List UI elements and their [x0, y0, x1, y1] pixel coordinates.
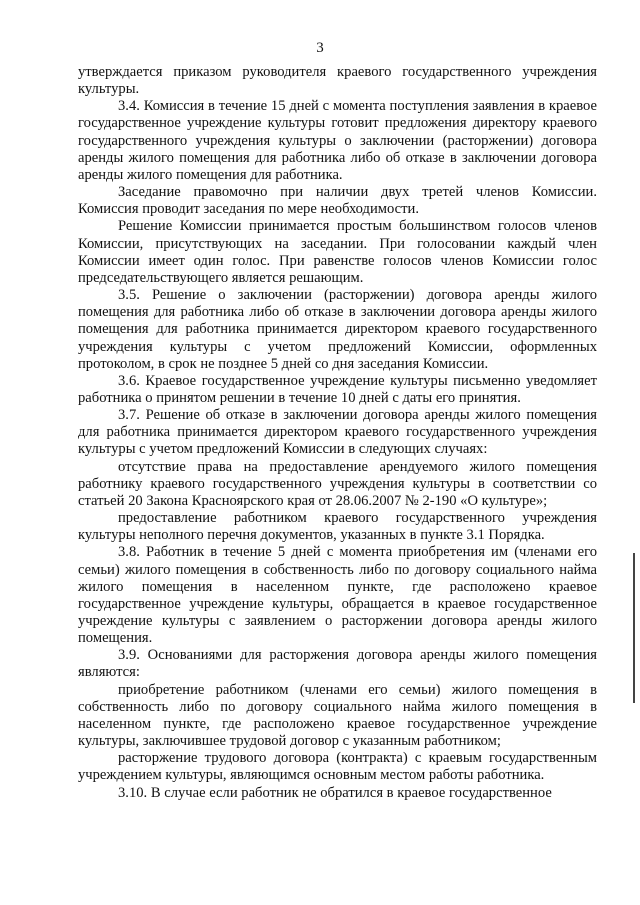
scan-edge-mark	[633, 553, 635, 703]
paragraph-3-9: 3.9. Основаниями для расторжения договора аренды жилого помещения являются:	[78, 647, 597, 681]
paragraph-refusal-reason-1: отсутствие права на предоставление арендуемого жилого помещения работнику краевого государственного учреждения культуры в соответствии со статьей 20 Закона Красноярского края от 28.06.2007 № 2-190 «О культуре»;	[78, 458, 597, 509]
paragraph-voting: Решение Комиссии принимается простым большинством голосов членов Комиссии, присутствующих на заседании. При голосовании каждый член Комиссии имеет один голос. При равенстве голосов членов Комиссии голос председательствующего является решающим.	[78, 218, 597, 286]
paragraph-3-7: 3.7. Решение об отказе в заключении договора аренды жилого помещения для работника принимается директором краевого государственного учреждения культуры с учетом предложений Комиссии в следующих случаях:	[78, 407, 597, 458]
paragraph-3-5: 3.5. Решение о заключении (расторжении) договора аренды жилого помещения для работника либо об отказе в заключении договора аренды жилого помещения для работника принимается директором краевого государственного учреждения культуры с учетом предложений Комиссии, оформленных протоколом, в срок не позднее 5 дней со дня заседания Комиссии.	[78, 287, 597, 372]
paragraph-quorum: Заседание правомочно при наличии двух третей членов Комиссии. Комиссия проводит заседания по мере необходимости.	[78, 184, 597, 218]
paragraph-3-6: 3.6. Краевое государственное учреждение культуры письменно уведомляет работника о принятом решении в течение 10 дней с даты его принятия.	[78, 372, 597, 406]
paragraph-3-4: 3.4. Комиссия в течение 15 дней с момента поступления заявления в краевое государственное учреждение культуры готовит предложения директору краевого государственного учреждения культуры о заключении (расторжении) договора аренды жилого помещения для работника либо об отказе в заключении договора аренды жилого помещения для работника.	[78, 98, 597, 183]
paragraph-termination-ground-1: приобретение работником (членами его семьи) жилого помещения в собственность либо по договору социального найма жилого помещения в населенном пункте, где расположено краевое государственное учреждение культуры, заключившее трудовой договор с указанным работником;	[78, 681, 597, 750]
paragraph-termination-ground-2: расторжение трудового договора (контракта) с краевым государственным учреждением культуры, являющимся основным местом работы работника.	[78, 750, 597, 784]
paragraph-3-10: 3.10. В случае если работник не обратился в краевое государственное	[118, 784, 552, 801]
paragraph-refusal-reason-2: предоставление работником краевого государственного учреждения культуры неполного перечня документов, указанных в пункте 3.1 Порядка.	[78, 510, 597, 544]
paragraph-continuation: утверждается приказом руководителя краевого государственного учреждения культуры.	[78, 64, 597, 98]
document-body	[78, 64, 597, 802]
paragraph-3-8: 3.8. Работник в течение 5 дней с момента приобретения им (членами его семьи) жилого помещения в собственность либо по договору социального найма жилого помещения в населенном пункте, где расположено краевое государственное учреждение культуры, обращается в краевое государственное учреждение культуры с заявлением о расторжении договора аренды жилого помещения.	[78, 544, 597, 647]
page-number: 3	[316, 40, 324, 56]
